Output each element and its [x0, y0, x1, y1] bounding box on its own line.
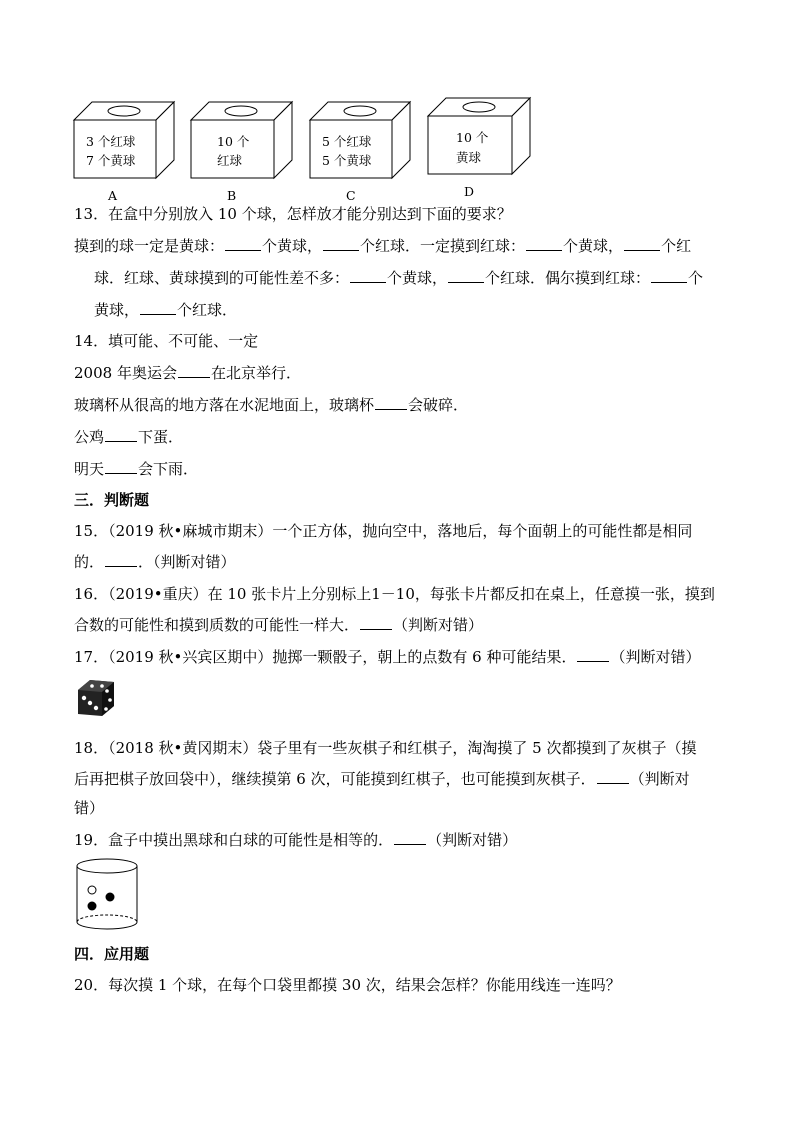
box-a-label: A — [108, 188, 118, 203]
q13-line2: 球．红球、黄球摸到的可能性差不多： 个黄球， 个红球．偶尔摸到红球： 个 — [94, 269, 704, 287]
black-ball-1 — [106, 893, 115, 902]
box-c-line2: 5 个黄球 — [322, 153, 372, 168]
q14-item-b: 玻璃杯从很高的地方落在水泥地面上，玻璃杯 会破碎． — [74, 396, 469, 414]
q13-blank-3[interactable] — [526, 236, 562, 251]
q14-blank-d[interactable] — [105, 459, 137, 474]
q16-blank[interactable] — [360, 615, 392, 630]
box-d-line2: 黄球 — [456, 150, 482, 165]
box-a-line2: 7 个黄球 — [86, 153, 136, 168]
cylinder-box-figure — [74, 856, 140, 934]
q13-line3: 黄球， 个红球． — [94, 301, 238, 319]
box-b-line2: 红球 — [217, 153, 243, 168]
box-d-label: D — [464, 184, 475, 199]
q14-blank-a[interactable] — [178, 363, 210, 378]
box-c-line1: 5 个红球 — [322, 134, 372, 149]
q13-blank-1[interactable] — [225, 236, 261, 251]
q18-line1: 18．（2018 秋•黄冈期末）袋子里有一些灰棋子和红棋子，淘淘摸了 5 次都摸到了灰棋子（摸 — [74, 739, 697, 757]
q13-blank-5[interactable] — [350, 268, 386, 283]
q16-line1: 16．（2019•重庆）在 10 张卡片上分别标上1－10，每张卡片都反扣在桌上，任意摸一张，摸到 — [74, 585, 715, 603]
q18-line3: 错） — [74, 799, 105, 817]
q19-blank[interactable] — [394, 830, 426, 845]
section-3-title: 三．判断题 — [74, 491, 150, 509]
q15-blank[interactable] — [105, 552, 137, 567]
q14-item-a: 2008 年奥运会 在北京举行． — [74, 364, 301, 382]
q13-line1: 摸到的球一定是黄球： 个黄球， 个红球．一定摸到红球： 个黄球， 个红 — [74, 237, 692, 255]
q20-line: 20．每次摸 1 个球，在每个口袋里都摸 30 次，结果会怎样？你能用线连一连吗？ — [74, 976, 621, 994]
q14-blank-c[interactable] — [105, 427, 137, 442]
q17-blank[interactable] — [577, 647, 609, 662]
q18-blank[interactable] — [597, 769, 629, 784]
q14-stem: 14．填可能、不可能、一定 — [74, 332, 259, 350]
q13-blank-6[interactable] — [448, 268, 484, 283]
box-b-label: B — [227, 188, 237, 203]
q19-line: 19．盒子中摸出黑球和白球的可能性是相等的． （判断对错） — [74, 831, 518, 849]
q15-line1: 15．（2019 秋•麻城市期末）一个正方体，抛向空中，落地后，每个面朝上的可能性都是相同 — [74, 522, 693, 540]
black-ball-2 — [88, 902, 97, 911]
q13-blank-7[interactable] — [651, 268, 687, 283]
dice-icon — [74, 676, 118, 720]
q14-item-c: 公鸡 下蛋． — [74, 428, 184, 446]
white-ball — [88, 886, 96, 894]
box-a-line1: 3 个红球 — [86, 134, 136, 149]
q17-line: 17．（2019 秋•兴宾区期中）抛掷一颗骰子，朝上的点数有 6 种可能结果． （判断对错） — [74, 648, 701, 666]
box-d-line1: 10 个 — [456, 130, 489, 145]
q13-stem: 13．在盒中分别放入 10 个球，怎样放才能分别达到下面的要求？ — [74, 205, 512, 223]
q13-blank-4[interactable] — [624, 236, 660, 251]
section-4-title: 四．应用题 — [74, 945, 150, 963]
q14-item-d: 明天 会下雨． — [74, 460, 199, 478]
q14-blank-b[interactable] — [375, 395, 407, 410]
boxes-clean — [0, 0, 794, 220]
q16-line2: 合数的可能性和摸到质数的可能性一样大． （判断对错） — [74, 616, 484, 634]
q13-blank-2[interactable] — [323, 236, 359, 251]
q15-line2: 的． ．（判断对错） — [74, 553, 236, 571]
q18-line2: 后再把棋子放回袋中），继续摸第 6 次，可能摸到红棋子，也可能摸到灰棋子． （判断对 — [74, 770, 690, 788]
box-b-line1: 10 个 — [217, 134, 250, 149]
q13-blank-8[interactable] — [140, 300, 176, 315]
box-c-label: C — [346, 188, 356, 203]
